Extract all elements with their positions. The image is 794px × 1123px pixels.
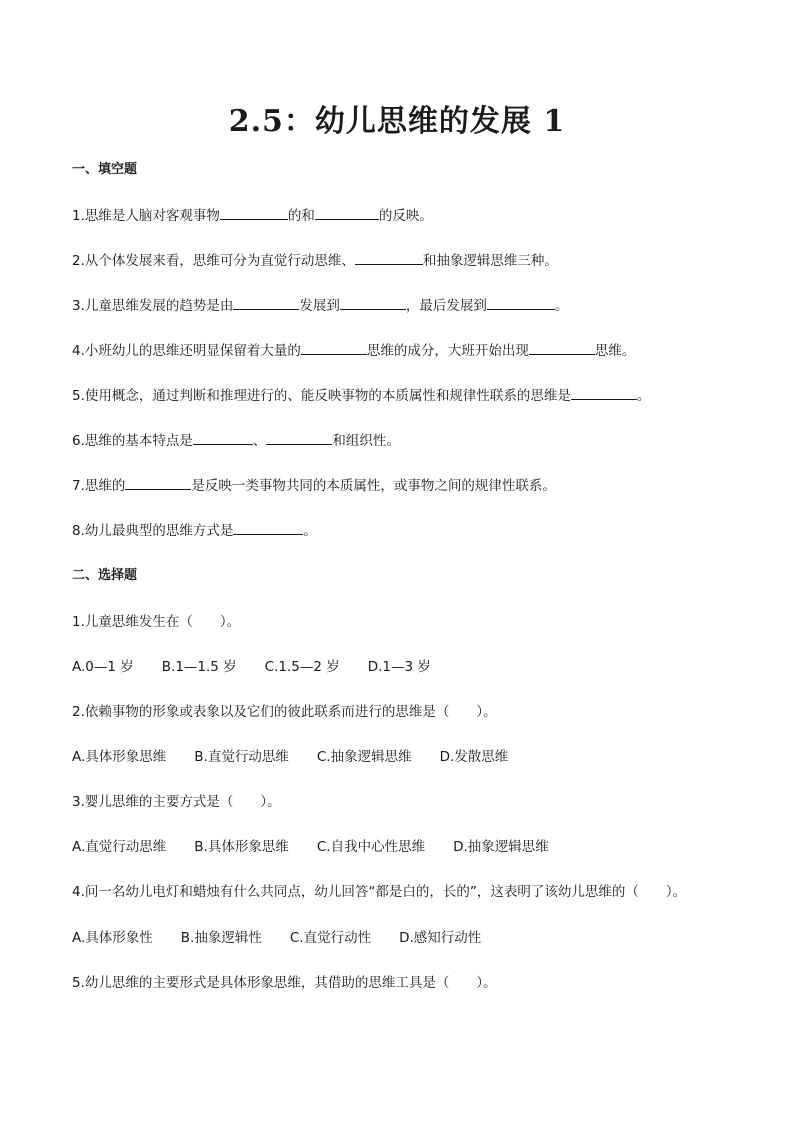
fill-question-5	[72, 384, 650, 404]
option-a[interactable]: A.具体形象思维	[72, 749, 167, 765]
answer-blank[interactable]	[487, 295, 555, 310]
fill-question-7	[72, 474, 556, 494]
question-text: 思维。	[594, 343, 636, 359]
answer-blank[interactable]	[301, 340, 367, 355]
option-d[interactable]: D.感知行动性	[399, 930, 482, 946]
option-d[interactable]: D.抽象逻辑思维	[453, 839, 549, 855]
question-text: 6.思维的基本特点是	[72, 433, 193, 449]
choice-options-2	[72, 745, 508, 765]
question-text: 5.使用概念，通过判断和推理进行的、能反映事物的本质属性和规律性联系的思维是	[72, 388, 571, 404]
choice-options-1	[72, 655, 431, 675]
section-heading-fill-in: 一、填空题	[72, 162, 138, 177]
answer-blank[interactable]	[220, 205, 288, 220]
choice-question-3: 3.婴儿思维的主要方式是（ ）。	[72, 794, 281, 810]
answer-blank[interactable]	[355, 250, 423, 265]
option-c[interactable]: C.1.5—2 岁	[264, 659, 340, 675]
option-a[interactable]: A.0—1 岁	[72, 659, 134, 675]
answer-blank[interactable]	[529, 340, 595, 355]
fill-question-6	[72, 429, 400, 449]
option-d[interactable]: D.发散思维	[439, 749, 509, 765]
question-text: 2.从个体发展来看，思维可分为直觉行动思维、	[72, 253, 355, 269]
option-b[interactable]: B.1—1.5 岁	[161, 659, 237, 675]
question-text: 、	[252, 433, 267, 449]
question-text: 和抽象逻辑思维三种。	[422, 253, 558, 269]
fill-question-1	[72, 204, 433, 224]
fill-question-2	[72, 249, 558, 269]
option-d[interactable]: D.1—3 岁	[367, 659, 431, 675]
choice-options-3	[72, 835, 549, 855]
answer-blank[interactable]	[233, 520, 303, 535]
question-text: 。	[554, 298, 569, 314]
option-b[interactable]: B.直觉行动思维	[194, 749, 289, 765]
answer-blank[interactable]	[340, 295, 406, 310]
option-b[interactable]: B.具体形象思维	[194, 839, 289, 855]
option-a[interactable]: A.具体形象性	[72, 930, 153, 946]
answer-blank[interactable]	[266, 430, 332, 445]
question-text: 7.思维的	[72, 478, 126, 494]
question-text: 的反映。	[378, 208, 433, 224]
question-text: 发展到	[299, 298, 340, 314]
choice-question-2: 2.依赖事物的形象或表象以及它们的彼此联系而进行的思维是（ ）。	[72, 704, 497, 720]
fill-question-8	[72, 519, 317, 539]
section-heading-multiple-choice: 二、选择题	[72, 568, 138, 583]
option-c[interactable]: C.直觉行动性	[289, 930, 372, 946]
question-text: 。	[636, 388, 651, 404]
answer-blank[interactable]	[193, 430, 253, 445]
question-text: 是反映一类事物共同的本质属性，或事物之间的规律性联系。	[191, 478, 556, 494]
answer-blank[interactable]	[233, 295, 299, 310]
option-a[interactable]: A.直觉行动思维	[72, 839, 167, 855]
option-b[interactable]: B.抽象逻辑性	[180, 930, 262, 946]
choice-question-1: 1.儿童思维发生在（ ）。	[72, 614, 241, 630]
choice-options-4	[72, 926, 481, 946]
fill-question-3	[72, 294, 568, 314]
choice-question-4: 4.问一名幼儿电灯和蜡烛有什么共同点，幼儿回答“都是白的，长的”，这表明了该幼儿思维的（ ）。	[72, 884, 687, 900]
question-text: 。	[303, 523, 317, 539]
answer-blank[interactable]	[125, 475, 191, 490]
option-c[interactable]: C.抽象逻辑思维	[316, 749, 412, 765]
question-text: 和组织性。	[332, 433, 400, 449]
question-text: 4.小班幼儿的思维还明显保留着大量的	[72, 343, 301, 359]
question-text: ，最后发展到	[405, 298, 487, 314]
answer-blank[interactable]	[315, 205, 379, 220]
option-c[interactable]: C.自我中心性思维	[316, 839, 426, 855]
question-text: 8.幼儿最典型的思维方式是	[72, 523, 234, 539]
question-text: 的和	[287, 208, 315, 224]
page-title: 2.5：幼儿思维的发展 1	[228, 104, 566, 139]
choice-question-5: 5.幼儿思维的主要形式是具体形象思维，其借助的思维工具是（ ）。	[72, 975, 497, 991]
question-text: 1.思维是人脑对客观事物	[72, 208, 220, 224]
fill-question-4	[72, 339, 635, 359]
answer-blank[interactable]	[571, 385, 637, 400]
question-text: 思维的成分，大班开始出现	[366, 343, 529, 359]
question-text: 3.儿童思维发展的趋势是由	[72, 298, 234, 314]
